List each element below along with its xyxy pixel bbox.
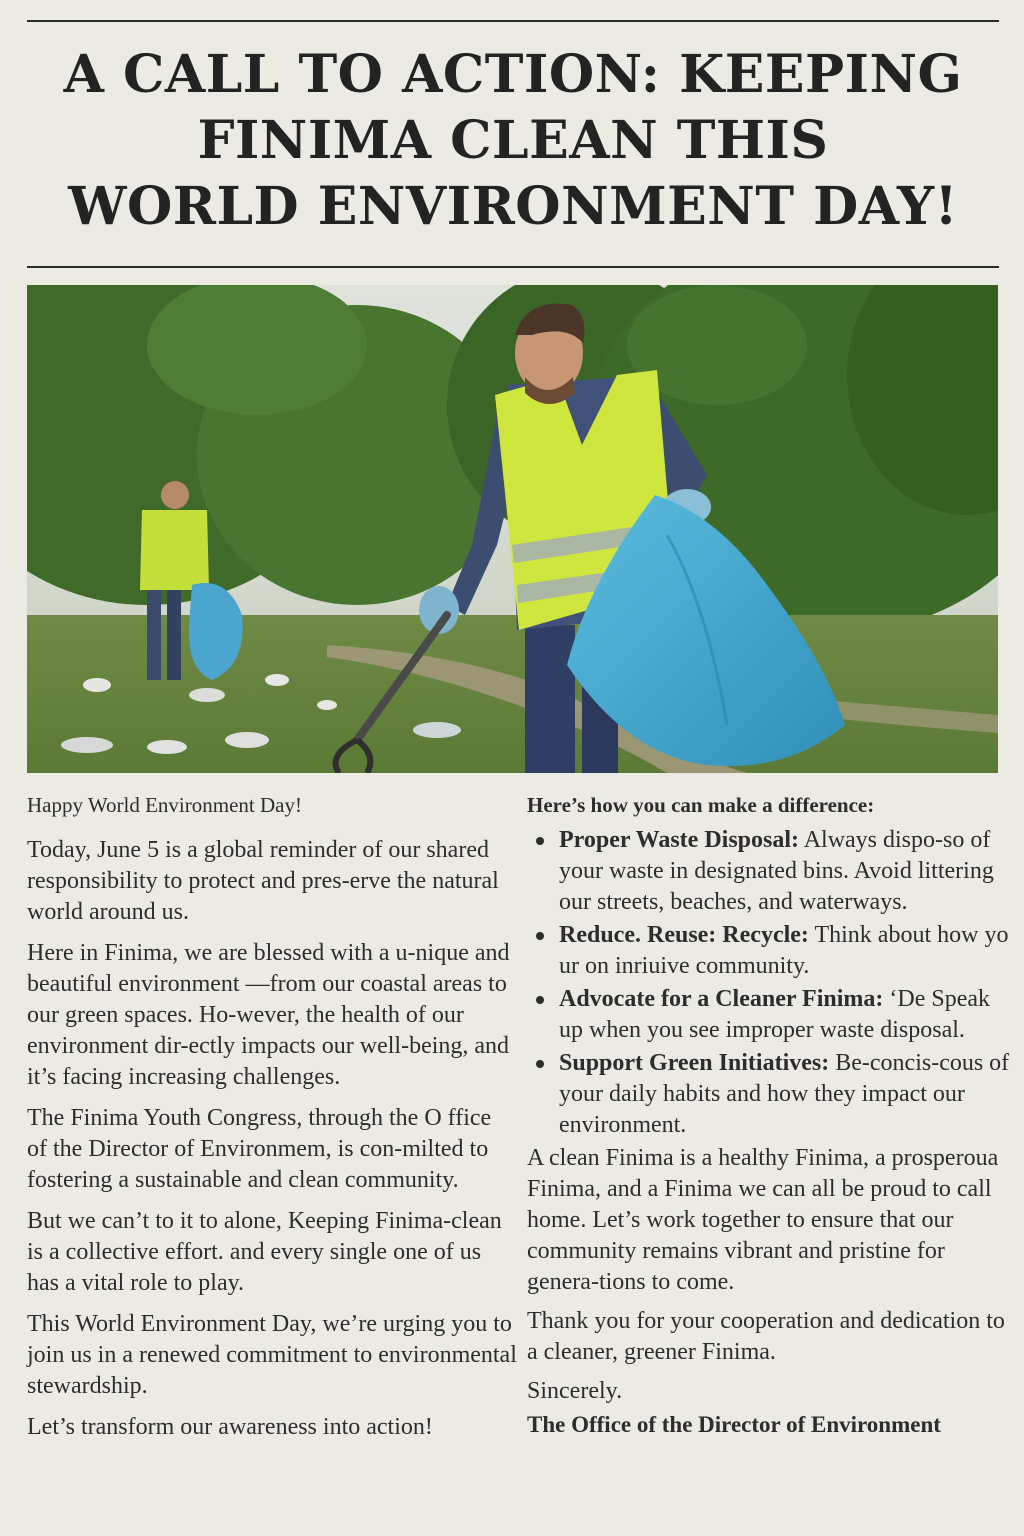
- clean-finima-paragraph: A clean Finima is a healthy Finima, a prosperoua Finima, and a Finima we can all be proud to call home. Let’s work together to ensure that our community remains vibrant and pristine for genera-tions to come.: [527, 1145, 999, 1295]
- headline: [30, 42, 996, 240]
- headline-line-1: A CALL TO ACTION: KEEPING: [63, 44, 963, 105]
- tips-list: [527, 825, 1017, 1141]
- greeting: Happy World Environment Day!: [27, 793, 302, 817]
- collective-effort-paragraph: But we can’t to it to alone, Keeping Finima-clean is a collective effort. and every single one of us has a vital role to play.: [27, 1208, 502, 1296]
- headline-line-2: FINIMA CLEAN THIS: [197, 110, 829, 171]
- closing: Sincerely.: [527, 1378, 623, 1404]
- tip-item: [527, 1048, 1017, 1141]
- environment-paragraph: Here in Finima, we are blessed with a u-nique and beautiful environment —from our coastal areas to our green spaces. Ho-wever, the health of our environment dir-ectly impacts our well-being, and it’s facing increasing challenges.: [27, 940, 510, 1090]
- headline-bottom-rule: [27, 266, 999, 268]
- bullet-icon: [536, 932, 544, 940]
- tip-item: [527, 825, 1017, 918]
- headline-line-3: WORLD ENVIRONMENT DAY!: [68, 176, 958, 237]
- intro-paragraph: Today, June 5 is a global reminder of our shared responsibility to protect and pres-erve the natural world around us.: [27, 837, 499, 925]
- action-paragraph: Let’s transform our awareness into action!: [27, 1414, 433, 1440]
- tip-item: [527, 984, 1017, 1046]
- thanks-paragraph: Thank you for your cooperation and dedication to a cleaner, greener Finima.: [527, 1308, 1005, 1365]
- tip-title: Support Green Initiatives:: [559, 1050, 830, 1076]
- cleanup-illustration: [27, 285, 998, 773]
- tip-title: Advocate for a Cleaner Finima:: [559, 986, 884, 1012]
- commitment-paragraph: This World Environment Day, we’re urging you to join us in a renewed commitment to environmental stewardship.: [27, 1311, 517, 1399]
- tip-text: Always dispo-so of your waste in designated bins. Avoid littering our streets, beaches, and waterways.: [559, 827, 994, 915]
- cleanup-photo: [27, 285, 998, 773]
- bullet-icon: [536, 837, 544, 845]
- left-column: [27, 790, 517, 1453]
- top-rule: [27, 20, 999, 22]
- tips-heading: Here’s how you can make a difference:: [527, 793, 875, 817]
- tip-text: Think about how yo ur on inriuive community.: [559, 922, 1009, 979]
- bullet-icon: [536, 1060, 544, 1068]
- tip-item: [527, 920, 1017, 982]
- tip-text: ‘De Speak up when you see improper waste disposal.: [559, 986, 991, 1043]
- bullet-icon: [536, 996, 544, 1004]
- tip-title: Proper Waste Disposal:: [559, 827, 800, 853]
- right-column: [527, 790, 1017, 1448]
- tip-title: Reduce. Reuse: Recycle:: [559, 922, 809, 948]
- signature: The Office of the Director of Environment: [527, 1412, 941, 1437]
- youth-congress-paragraph: The Finima Youth Congress, through the O ffice of the Director of Environmem, is con-milted to fostering a sustainable and clean community.: [27, 1105, 492, 1193]
- tip-text: Be-concis-cous of your daily habits and how they impact our environment.: [559, 1050, 1010, 1138]
